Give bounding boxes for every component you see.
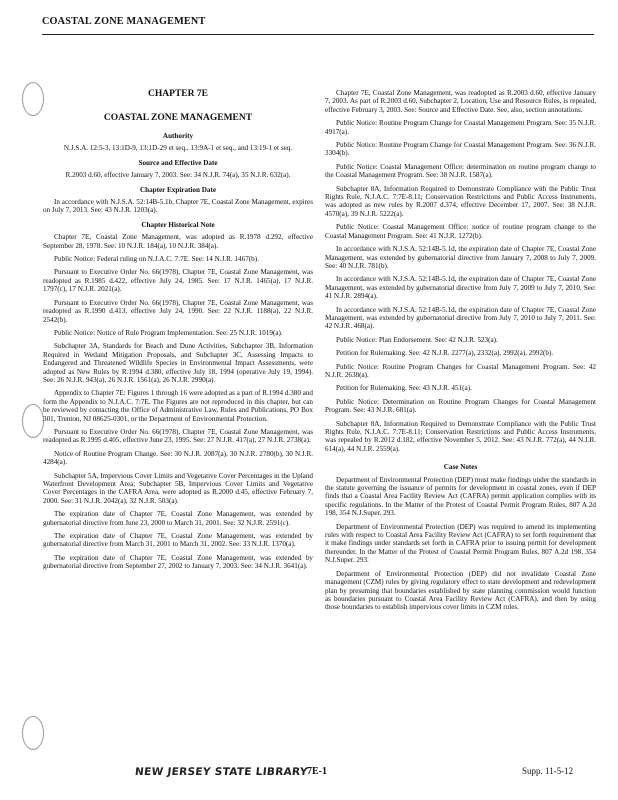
authority-text: N.J.S.A. 12:5-3, 13:1D-9, 13:1D-29 et seq., 13:9A-1 et seq., and 13:19-1 et seq.: [63, 144, 293, 153]
chapter-title: COASTAL ZONE MANAGEMENT: [103, 113, 253, 123]
history-paragraph: Public Notice: Federal ruling on N.J.A.C. 7:7E. See: 14 N.J.R. 1467(b).: [54, 255, 259, 264]
expiration-heading: Chapter Expiration Date: [139, 185, 217, 194]
history-paragraph: Public Notice: Coastal Management Office: determination on routine program change to the Coastal Management Program. See: 38 N.J.R. 1587(a).: [325, 162, 596, 180]
history-paragraph: The expiration date of Chapter 7E, Coastal Zone Management, was extended by gubernatorial directive from June 23, 2000 to March 31, 2001. See: 32 N.J.R. 2591(c).: [43, 510, 313, 527]
running-head: COASTAL ZONE MANAGEMENT: [42, 16, 206, 27]
case-note: Department of Environmental Protection (DEP) must make findings under the standards in the statute governing the issuance of permits for development in coastal zones, even if DEP finds that a Coastal Area Facility Review Act (CAFRA) permit application complies with its specific regulations. In the Matter of the Protest of Coastal Permit Program Rules, 807 A.2d 198, 354 N.J.Super. 293.: [325, 475, 596, 518]
history-paragraph: Subchapter 8A, Information Required to Demonstrate Compliance with the Public Trust Rights Rule, N.J.A.C. 7:7E-8.11; Conservation Restrictions and Public Access Instruments, was adopted as new rules by R.2007 d.374, effective December 17, 2007. See: 38 N.J.R. 4570(a), 39 N.J.R. 5222(a).: [325, 184, 596, 218]
supplement-date: Supp. 11-5-12: [522, 766, 574, 776]
source-heading: Source and Effective Date: [138, 158, 218, 167]
history-paragraph: Public Notice: Routine Program Changes for Coastal Management Program. See: 42 N.J.R. 2638(a).: [325, 362, 596, 379]
history-paragraph: Subchapter 3A, Standards for Beach and Dune Activities, Subchapter 3B, Information Required in Wetland Mitigation Proposals, and Subchapter 3C, Assessing Impacts to Endangered and Threatened Wildlife Species in Environmental Impact Assessments, were adopted as New Rules by R.1994 d.380, effective July 18, 1994 (operative July 19, 1994). See: 26 N.J.R. 943(a), 26 N.J.R. 1561(a), 26 N.J.R. 2990(a).: [43, 342, 313, 384]
authority-heading: Authority: [162, 132, 194, 140]
history-paragraph: The expiration date of Chapter 7E, Coastal Zone Management, was extended by gubernatorial directive from March 31, 2001 to March 31, 2002. See: 33 N.J.R. 1370(a).: [43, 532, 313, 549]
right-column: [325, 89, 596, 617]
page-number: 7E-1: [307, 766, 327, 777]
history-paragraph: Pursuant to Executive Order No. 66(1978), Chapter 7E, Coastal Zone Management, was readopted as R.1990 d.413, effective July 24, 1990. See: 22 N.J.R. 1188(a), 22 N.J.R. 2542(b).: [43, 298, 313, 324]
history-paragraph: In accordance with N.J.S.A. 52:14B-5.1d, the expiration date of Chapter 7E, Coastal Zone Management, was extended by gubernatorial directive from January 7, 2008 to July 7, 2009. See: 40 N.J.R. 781(b).: [325, 245, 596, 270]
chapter-number: CHAPTER 7E: [148, 89, 208, 99]
history-paragraph: In accordance with N.J.S.A. 52:14B-5.1d, the expiration date of Chapter 7E, Coastal Zone Management, was extended by gubernatorial directive from July 7, 2009 to July 7, 2010. See: 41 N.J.R. 2894(a).: [325, 275, 596, 301]
history-paragraph: Subchapter 5A, Impervious Cover Limits and Vegetative Cover Percentages in the Upland Waterfront Development Area; Subchapter 5B, Impervious Cover Limits and Vegetative Cover Percentages in the CAFRA Area, were adopted as R.2000 d.45, effective February 7, 2000. See: 31 N.J.R. 2042(a), 32 N.J.R. 503(a).: [43, 471, 313, 505]
history-paragraph: Chapter 7E, Coastal Zone Management, was readopted as R.2003 d.60, effective January 7, 2003. As part of R.2003 d.60, Subchapter 2, Location, Use and Resource Rules, is repealed, effective February 3, 2003. See: Source and Effective Date. See, also, section annotations.: [325, 89, 596, 114]
history-paragraph: Public Notice: Plan Endorsement. See: 42 N.J.R. 523(a).: [336, 335, 498, 344]
left-column: [43, 88, 313, 576]
history-paragraph: Petition for Rulemaking. See: 42 N.J.R. 2277(a), 2332(a), 2992(a), 2992(b).: [336, 349, 554, 358]
source-text: R.2003 d.60, effective January 7, 2003. See: 34 N.J.R. 74(a), 35 N.J.R. 632(a).: [65, 171, 291, 180]
history-paragraph: Public Notice: Coastal Management Office: notice of routine program change to the Coastal Management Program. See: 41 N.J.R. 1272(b).: [325, 223, 596, 240]
punch-hole-middle: [22, 404, 44, 438]
case-note: Department of Environmental Protection (DEP) was required to amend its implementing rules with respect to Coastal Area Facility Review Act (CAFRA) to set forth requirement that it make findings under standards set forth in CAFRA prior to issuing permit for development thereunder. In the Matter of the Protest of Coastal Permit Program Rules, 807 A.2d 198, 354 N.J.Super. 293.: [325, 522, 596, 565]
page-footer: [0, 764, 618, 784]
history-paragraph: Pursuant to Executive Order No. 66(1978), Chapter 7E, Coastal Zone Management, was readopted as R.1995 d.405, effective June 23, 1995. See: 27 N.J.R. 417(a), 27 N.J.R. 2738(a).: [43, 427, 313, 445]
case-note: Department of Environmental Protection (DEP) did not invalidate Coastal Zone management (CZM) rules by giving regulatory effect to state development and redevelopment plan by presuming that boundaries established by state planning commission would function as boundaries pursuant to Coastal Area Facility Review Act (CAFRA), and then by using those boundaries to establish impervious cover limits in CZM rules.: [325, 569, 596, 612]
header-rule: [42, 34, 594, 35]
expiration-text: In accordance with N.J.S.A. 52:14B-5.1b, Chapter 7E, Coastal Zone Management, expires on July 7, 2013. See: 43 N.J.R. 1203(a).: [43, 198, 313, 215]
history-paragraph: Public Notice: Routine Program Change for Coastal Management Program. See: 36 N.J.R. 3304(b).: [325, 141, 596, 158]
history-heading: Chapter Historical Note: [141, 220, 215, 229]
history-paragraph: The expiration date of Chapter 7E, Coastal Zone Management, was extended by gubernatorial directive from September 27, 2002 to January 7, 2003. See: 34 N.J.R. 3641(a).: [43, 553, 313, 571]
punch-hole-top: [22, 82, 44, 116]
history-paragraph: Public Notice: Notice of Rule Program Implementation. See: 25 N.J.R. 1019(a).: [54, 328, 283, 337]
punch-hole-bottom: [22, 716, 44, 750]
history-paragraph: Pursuant to Executive Order No. 66(1978), Chapter 7E, Coastal Zone Management, was readopted as R.1985 d.422, effective July 24, 1985. See: 17 N.J.R. 1465(a), 17 N.J.R. 1797(c), 17 N.J.R. 2021(a).: [43, 268, 313, 294]
history-paragraph: Notice of Routine Program Change. See: 30 N.J.R. 2087(a), 30 N.J.R. 2780(b), 30 N.J.R. 4284(a).: [43, 449, 313, 467]
history-paragraph: Appendix to Chapter 7E: Figures 1 through 16 were adopted as a part of R.1994 d.380 and form the Appendix to N.J.A.C. 7:7E. The Figures are not reproduced in this chapter, but can be reviewed by contacting the Office of Administrative Law, Rules and Publications, PO Box 301, Trenton, NJ 08625-0301, or the Department of Environmental Protection.: [43, 389, 313, 423]
history-paragraph: Public Notice: Routine Program Change for Coastal Management Program. See: 35 N.J.R. 4917(a).: [325, 119, 596, 136]
case-notes-heading: Case Notes: [443, 463, 478, 472]
history-paragraph: Subchapter 8A, Information Required to Demonstrate Compliance with the Public Trust Rights Rule, N.J.A.C. 7:7E-8.11; Conservation Restrictions and Public Access Instruments, was repealed by R.2012 d.182, effective November 5, 2012. See: 43 N.J.R. 772(a), 44 N.J.R. 614(a), 44 N.J.R. 2559(a).: [325, 419, 596, 453]
history-paragraph: Chapter 7E, Coastal Zone Management, was adopted as R.1978 d.292, effective September 28, 1978. See: 10 N.J.R. 184(a), 10 N.J.R. 384(a).: [43, 233, 313, 250]
history-paragraph: Petition for Rulemaking. See: 43 N.J.R. 451(a).: [336, 384, 472, 393]
history-paragraph: Public Notice: Determination on Routine Program Changes for Coastal Management Program. See: 43 N.J.R. 681(a).: [325, 397, 596, 415]
history-paragraph: In accordance with N.J.S.A. 52:14B-5.1d, the expiration date of Chapter 7E, Coastal Zone Management, was extended by gubernatorial directive from July 7, 2010 to July 7, 2011. See: 42 N.J.R. 468(a).: [325, 305, 596, 331]
library-stamp: NEW JERSEY STATE LIBRARY: [134, 766, 309, 778]
